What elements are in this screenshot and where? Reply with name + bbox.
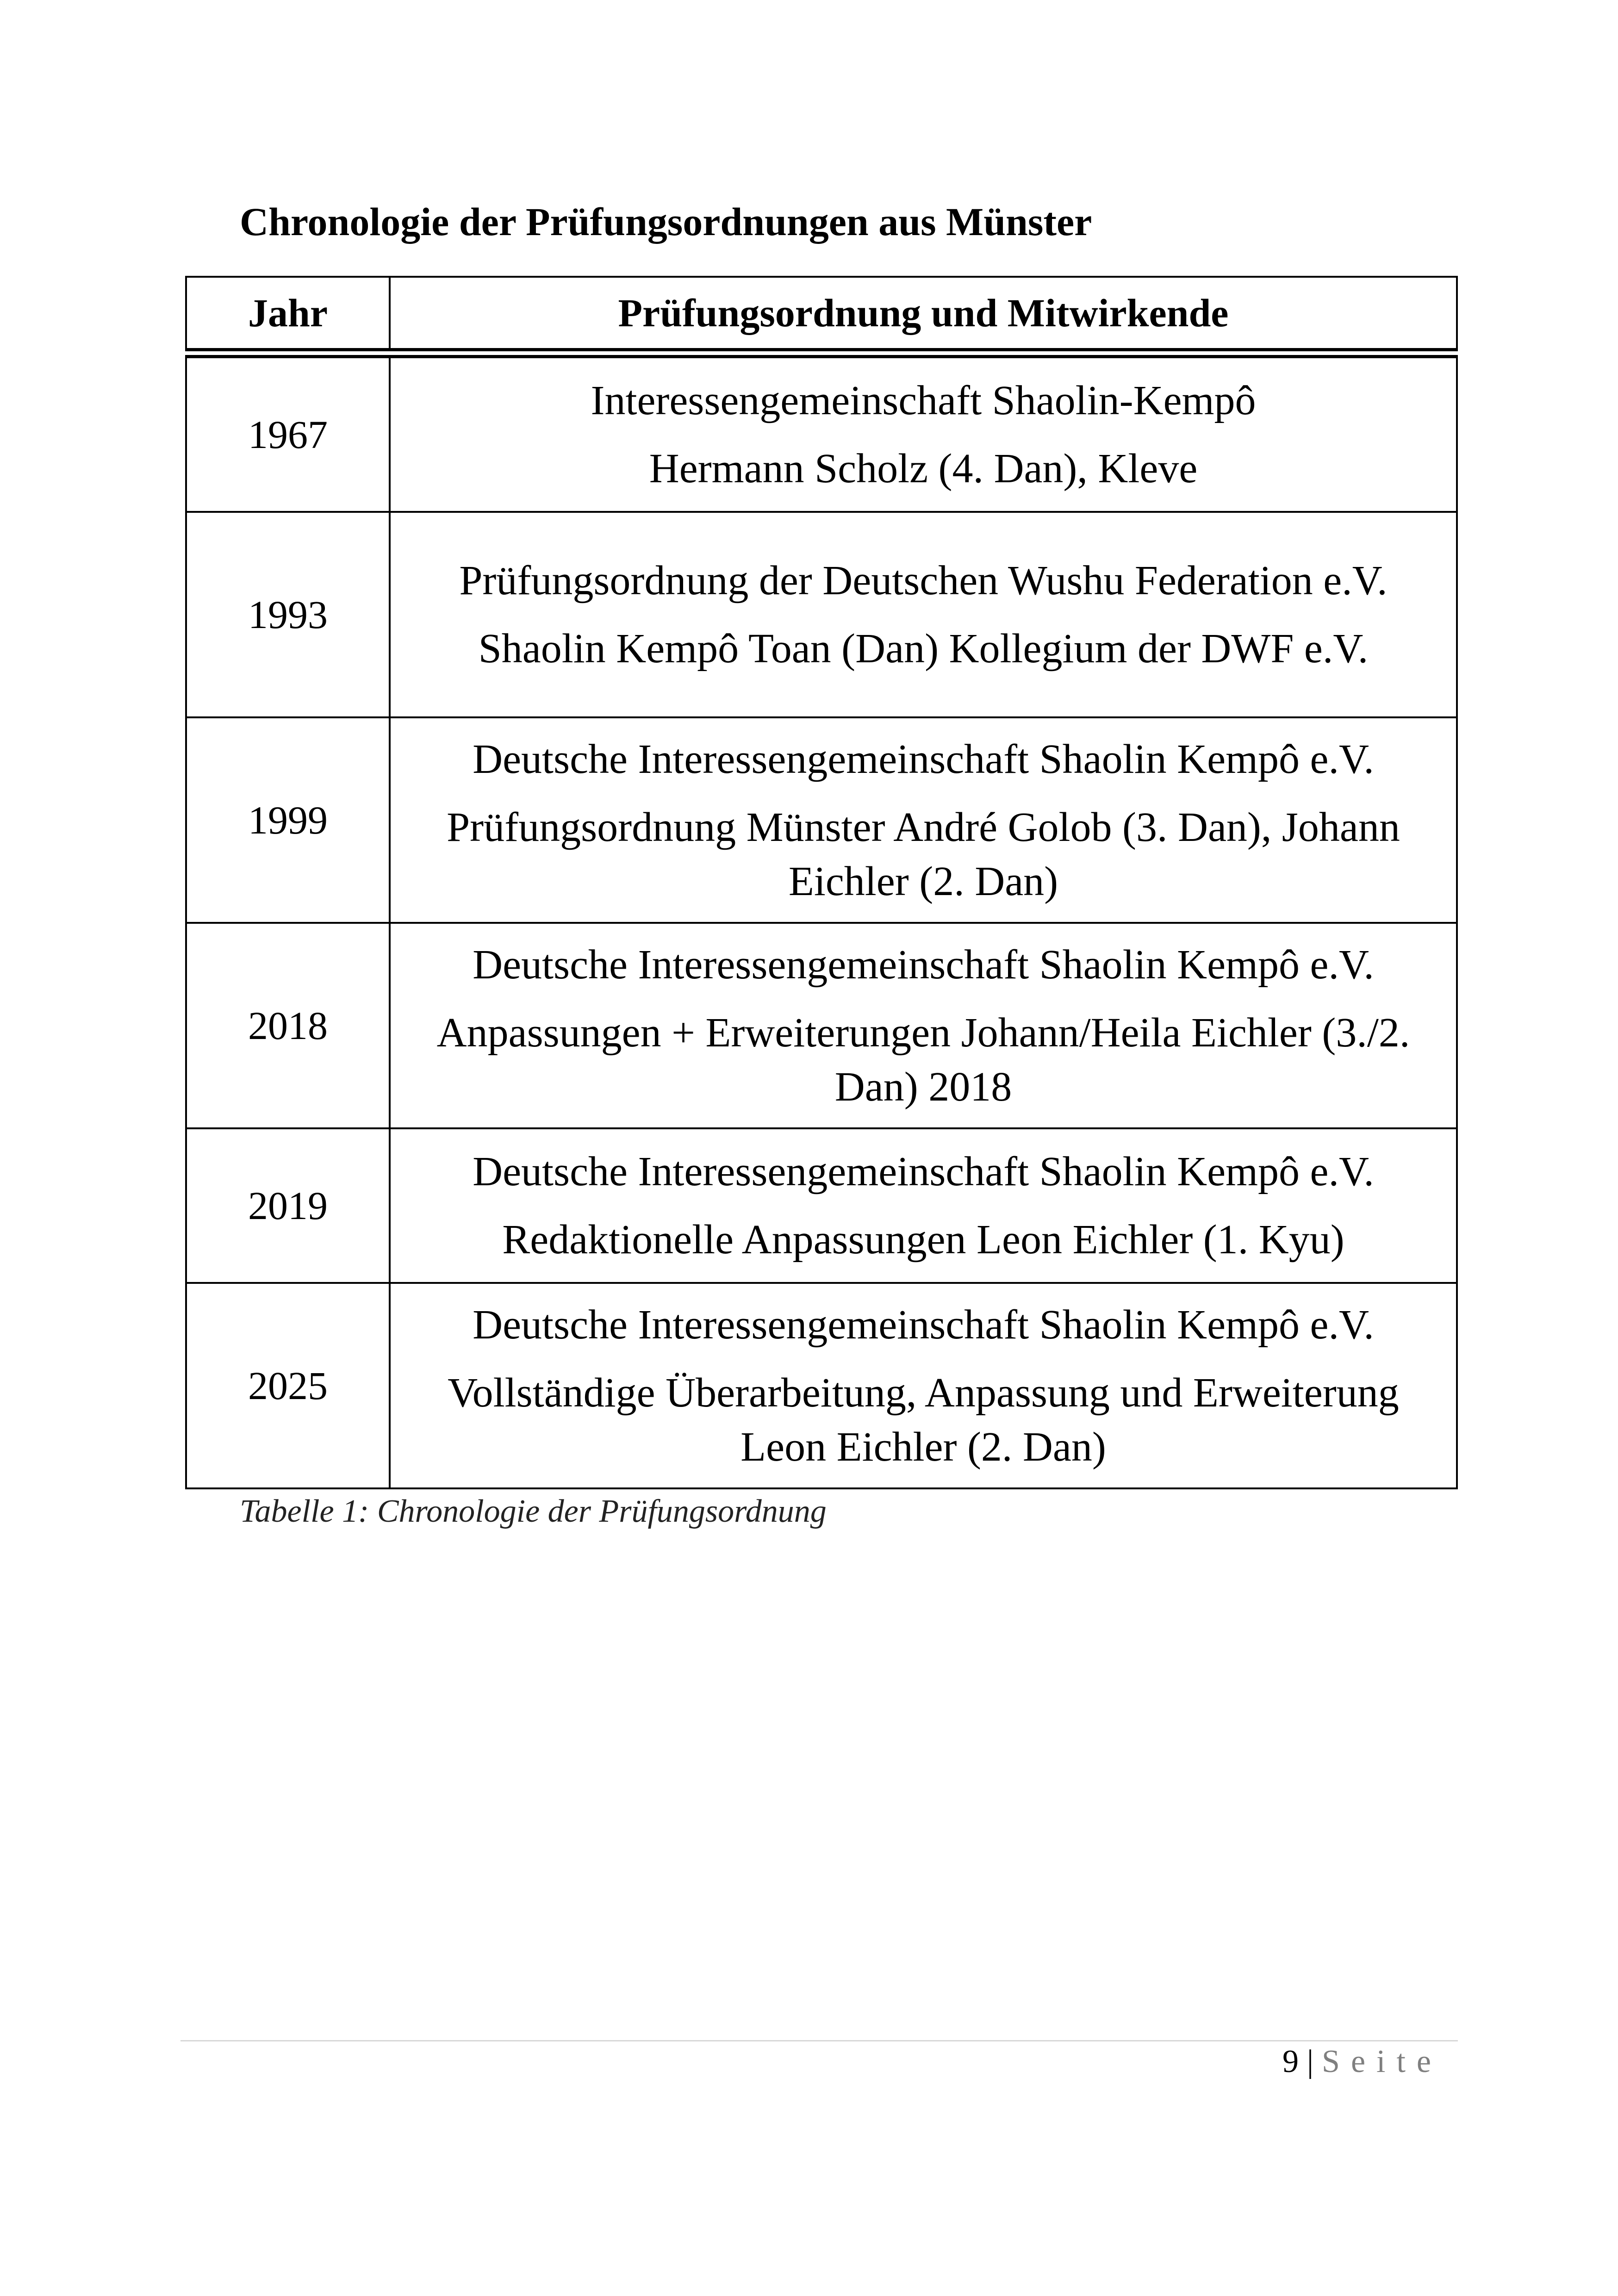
description-cell [390, 717, 1457, 923]
table-caption: Tabelle 1: Chronologie der Prüfungsordnung [240, 1493, 827, 1529]
footer-divider [180, 2040, 1458, 2041]
footer-separator: | [1307, 2044, 1314, 2079]
description-cell [390, 923, 1457, 1128]
description-cell [390, 353, 1457, 512]
year-cell: 2025 [186, 1283, 390, 1488]
contributors-line: Hermann Scholz (4. Dan), Kleve [649, 446, 1198, 492]
organization-line: Interessengemeinschaft Shaolin-Kempô [591, 378, 1256, 423]
organization-line: Deutsche Interessengemeinschaft Shaolin Kempô e.V. [473, 1149, 1374, 1195]
year-cell: 2018 [186, 923, 390, 1128]
table-row [186, 923, 1457, 1128]
table-header-row [186, 277, 1457, 353]
page-label: Seite [1322, 2044, 1442, 2079]
year-cell: 1999 [186, 717, 390, 923]
organization-line: Deutsche Interessengemeinschaft Shaolin Kempô e.V. [473, 941, 1374, 988]
organization-line: Deutsche Interessengemeinschaft Shaolin Kempô e.V. [473, 1301, 1374, 1348]
table-row [186, 512, 1457, 717]
contributors-line: Prüfungsordnung Münster André Golob (3. Dan), Johann Eichler (2. Dan) [447, 804, 1400, 904]
contributors-line: Redaktionelle Anpassungen Leon Eichler (1. Kyu) [502, 1217, 1344, 1263]
description-cell [390, 1128, 1457, 1283]
table-row [186, 353, 1457, 512]
description-cell [390, 512, 1457, 717]
header-description: Prüfungsordnung und Mitwirkende [390, 277, 1457, 353]
header-year: Jahr [186, 277, 390, 353]
description-cell [390, 1283, 1457, 1488]
year-cell: 1993 [186, 512, 390, 717]
contributors-line: Vollständige Überarbeitung, Anpassung und Erweiterung Leon Eichler (2. Dan) [448, 1369, 1399, 1470]
table-row [186, 1128, 1457, 1283]
contributors-line: Shaolin Kempô Toan (Dan) Kollegium der DWF e.V. [478, 626, 1369, 672]
chronology-table [185, 276, 1458, 1489]
table-row [186, 1283, 1457, 1488]
contributors-line: Anpassungen + Erweiterungen Johann/Heila Eichler (3./2. Dan) 2018 [436, 1009, 1410, 1110]
organization-line: Deutsche Interessengemeinschaft Shaolin Kempô e.V. [473, 736, 1374, 782]
page-title: Chronologie der Prüfungsordnungen aus Münster [240, 199, 1092, 244]
table-row [186, 717, 1457, 923]
year-cell: 2019 [186, 1128, 390, 1283]
page-footer [1282, 2043, 1442, 2080]
page-number: 9 [1282, 2044, 1299, 2079]
year-cell: 1967 [186, 353, 390, 512]
organization-line: Prüfungsordnung der Deutschen Wushu Federation e.V. [459, 558, 1388, 604]
